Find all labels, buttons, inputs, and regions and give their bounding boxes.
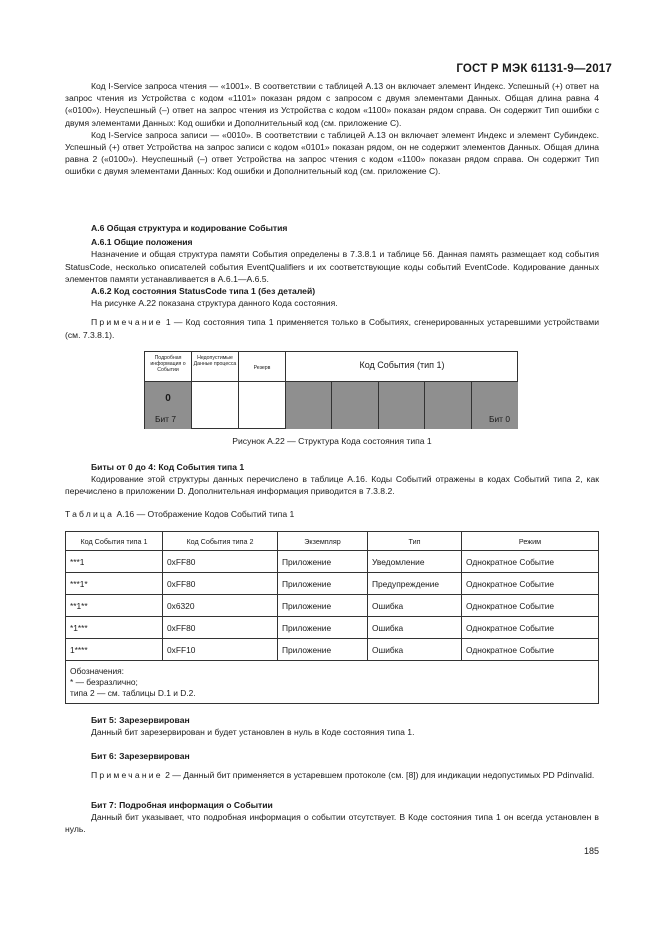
bit7-label: Бит 7 xyxy=(155,414,176,424)
subsection-title: А.6.1 Общие положения xyxy=(91,237,193,248)
paragraph: Код I-Service запроса записи — «0010». В соответствии с таблицей А.13 он включает элемент Индекс и элемент Субиндекс. Успешный (+) ответ Устройства на запрос записи с кодом «0101» показан рядом, он не содержит элементов Данных. Общая длина равна 2 («0100»). Неуспешный (–) ответ Устройства на запрос чтения с кодом «1100» показан рядом справа. Он содержит Тип ошибки с двумя элементами Данных: Код ошибки и Дополнительный код (см. приложение С). xyxy=(65,129,599,177)
figure-bit5-cell xyxy=(239,382,286,429)
table-row xyxy=(66,639,599,661)
bit0-label: Бит 0 xyxy=(489,414,510,424)
paragraph: Назначение и общая структура памяти События определены в 7.3.8.1 и таблице 56. Данная память размещает код события StatusCode, несколько описателей события EventQualifiers и их соответствующие коды событий EventCode. Кодирование данных элементов памяти устанавливается в А.6.1—А.6.5. xyxy=(65,249,599,284)
paragraph: Данный бит указывает, что подробная информация о событии отсутствует. В Коде состояния типа 1 он всегда установлен в нуль. xyxy=(65,812,599,835)
table-row xyxy=(66,573,599,595)
table-cell: Ошибка xyxy=(368,617,462,639)
note-label: Примечание xyxy=(91,317,163,328)
note xyxy=(65,316,599,340)
figure-bit4-cell xyxy=(286,382,332,429)
table-cell: Однократное Событие xyxy=(462,573,599,595)
table-cell: Предупреждение xyxy=(368,573,462,595)
figure-col-reserved: Резерв xyxy=(239,352,286,382)
figure-bit7-cell xyxy=(145,382,192,429)
paragraph: На рисунке А.22 показана структура данного Кода состояния. xyxy=(91,298,338,309)
page-number: 185 xyxy=(583,846,599,856)
table-notes xyxy=(66,661,599,704)
bits-0-4-block xyxy=(65,461,599,498)
table-cell: Приложение xyxy=(278,595,368,617)
table-title-text: А.16 — Отображение Кодов Событий типа 1 xyxy=(114,509,295,519)
table-cell: 1**** xyxy=(66,639,163,661)
figure-bit2-cell xyxy=(379,382,425,429)
notes-line: * — безразлично; xyxy=(70,677,138,687)
table-cell: Уведомление xyxy=(368,551,462,573)
table-cell: Приложение xyxy=(278,617,368,639)
table-row xyxy=(66,617,599,639)
figure-col-unused: Недопустимые Данные процесса xyxy=(192,352,239,382)
table-cell: ***1 xyxy=(66,551,163,573)
table-header: Режим xyxy=(462,532,599,551)
figure-bit1-cell xyxy=(425,382,472,429)
notes-line: Обозначения: xyxy=(70,666,124,676)
notes-line: типа 2 — см. таблицы D.1 и D.2. xyxy=(70,688,196,698)
note-label: Примечание xyxy=(91,770,163,781)
paragraph: Кодирование этой структуры данных перечислено в таблице А.16. Коды Событий отражены в кодах Событий типа 2, как перечислено в приложении D. Дополнительная информация приводится в 7.3.8.2. xyxy=(65,474,599,497)
table-cell: 0x6320 xyxy=(163,595,278,617)
table-cell: Приложение xyxy=(278,639,368,661)
paragraph: Данный бит зарезервирован и будет установлен в нуль в Коде состояния типа 1. xyxy=(91,727,415,738)
table-cell: 0xFF80 xyxy=(163,573,278,595)
note-text: 1 — Код состояния типа 1 применяется только в Событиях, сгенерированных устаревшими устройствами (см. 7.3.8.1). xyxy=(65,317,599,340)
table-title xyxy=(65,509,294,519)
figure-bit0-cell xyxy=(472,382,518,429)
section-title: А.6 Общая структура и кодирование События xyxy=(91,223,288,233)
table-cell: 0xFF80 xyxy=(163,617,278,639)
figure-bit3-cell xyxy=(332,382,379,429)
figure-col-detail: Подробная информация о Событии xyxy=(145,352,192,382)
table-header: Тип xyxy=(368,532,462,551)
table-cell: Однократное Событие xyxy=(462,595,599,617)
table-cell: Приложение xyxy=(278,573,368,595)
table-cell: Ошибка xyxy=(368,595,462,617)
table-cell: 0xFF10 xyxy=(163,639,278,661)
note xyxy=(65,769,599,781)
table-label: Таблица xyxy=(65,509,115,519)
note-text: 2 — Данный бит применяется в устаревшем протоколе (см. [8]) для индикации недопустимых PD Pdinvalid. xyxy=(162,770,595,781)
event-code-table xyxy=(65,531,599,704)
bit7-block xyxy=(65,799,599,836)
intro-block xyxy=(65,80,599,178)
table-cell: Однократное Событие xyxy=(462,639,599,661)
table-cell: *1*** xyxy=(66,617,163,639)
table-header: Экземпляр xyxy=(278,532,368,551)
table-cell: Приложение xyxy=(278,551,368,573)
figure-bit6-cell xyxy=(192,382,239,429)
table-notes-row xyxy=(66,661,599,704)
section-a6 xyxy=(65,222,599,341)
subsection-title: Бит 7: Подробная информация о Событии xyxy=(91,800,273,810)
table-cell: 0xFF80 xyxy=(163,551,278,573)
bit-value: 0 xyxy=(165,393,171,404)
table-cell: Однократное Событие xyxy=(462,617,599,639)
table-cell: Однократное Событие xyxy=(462,551,599,573)
subsection-title: А.6.2 Код состояния StatusCode типа 1 (без деталей) xyxy=(91,286,316,297)
subsection-title: Биты от 0 до 4: Код События типа 1 xyxy=(91,462,245,472)
document-header: ГОСТ Р МЭК 61131-9—2017 xyxy=(456,63,612,75)
figure-caption: Рисунок А.22 — Структура Кода состояния типа 1 xyxy=(232,436,432,446)
subsection-title: Бит 5: Зарезервирован xyxy=(91,715,190,725)
table-row xyxy=(66,551,599,573)
status-code-figure xyxy=(144,351,518,429)
subsection-title: Бит 6: Зарезервирован xyxy=(91,751,190,761)
bit5-block xyxy=(65,714,599,738)
figure-col-event-code: Код События (тип 1) xyxy=(286,352,518,382)
table-cell: ***1* xyxy=(66,573,163,595)
table-cell: Ошибка xyxy=(368,639,462,661)
paragraph: Код I-Service запроса чтения — «1001». В соответствии с таблицей А.13 он включает элемент Индекс. Успешный (+) ответ на запрос чтения из Устройства с кодом «1101» показан рядом с запросом с двумя элементами Данных. Общая длина равна 4 («0100»). Неуспешный (–) ответ на запрос чтения из Устройства с кодом «1100» показан рядом справа. Он содержит Тип ошибки с двумя элементами Данных: Код ошибки и Дополнительный код (см. приложение С). xyxy=(65,81,599,128)
table-header: Код События типа 2 xyxy=(163,532,278,551)
table-cell: **1** xyxy=(66,595,163,617)
table-row xyxy=(66,595,599,617)
table-header: Код События типа 1 xyxy=(66,532,163,551)
table-header-row xyxy=(66,532,599,551)
bit6-block xyxy=(65,750,599,781)
